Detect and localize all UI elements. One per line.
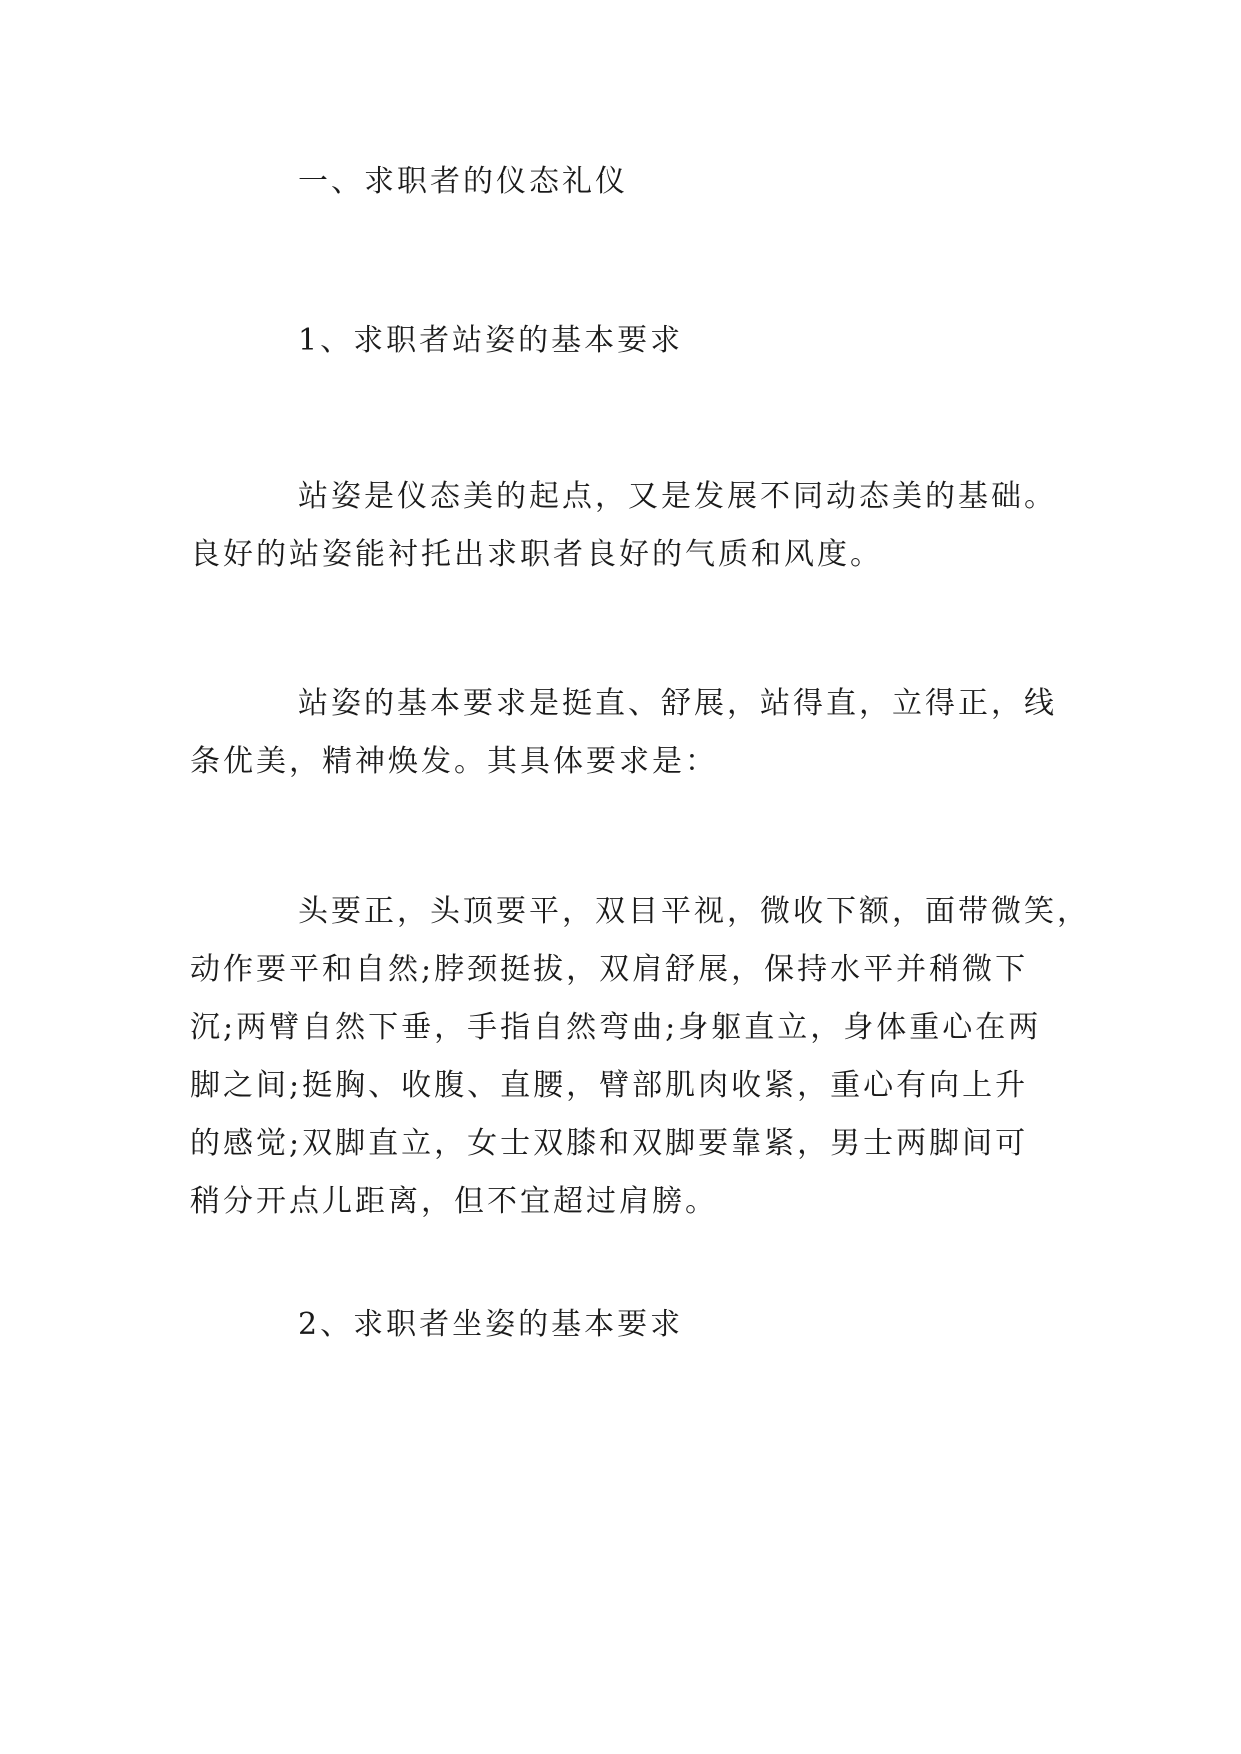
paragraph-line: 脚之间;挺胸、收腹、直腰，臂部肌肉收紧，重心有向上升 [190,1068,1029,1103]
paragraph-line: 稍分开点儿距离，但不宜超过肩膀。 [190,1184,718,1219]
subsection-title-standing: 1、求职者站姿的基本要求 [298,323,684,358]
paragraph-standing-requirements [190,675,1057,791]
paragraph-line: 的感觉;双脚直立，女士双膝和双脚要靠紧，男士两脚间可 [190,1126,1029,1161]
subsection-title-sitting: 2、求职者坐姿的基本要求 [298,1307,684,1342]
section-title: 一、求职者的仪态礼仪 [298,164,628,199]
paragraph-line: 动作要平和自然;脖颈挺拔，双肩舒展，保持水平并稍微下 [190,952,1029,987]
paragraph-line: 站姿的基本要求是挺直、舒展，站得直，立得正，线 [298,686,1057,721]
paragraph-standing-intro [190,468,1057,584]
paragraph-line: 良好的站姿能衬托出求职者良好的气质和风度。 [190,537,883,572]
paragraph-line: 头要正，头顶要平，双目平视，微收下额，面带微笑， [298,894,1090,929]
paragraph-standing-details [190,883,1090,1231]
paragraph-line: 条优美，精神焕发。其具体要求是： [190,744,718,779]
paragraph-line: 站姿是仪态美的起点，又是发展不同动态美的基础。 [298,479,1057,514]
paragraph-line: 沉;两臂自然下垂，手指自然弯曲;身躯直立，身体重心在两 [190,1010,1042,1045]
